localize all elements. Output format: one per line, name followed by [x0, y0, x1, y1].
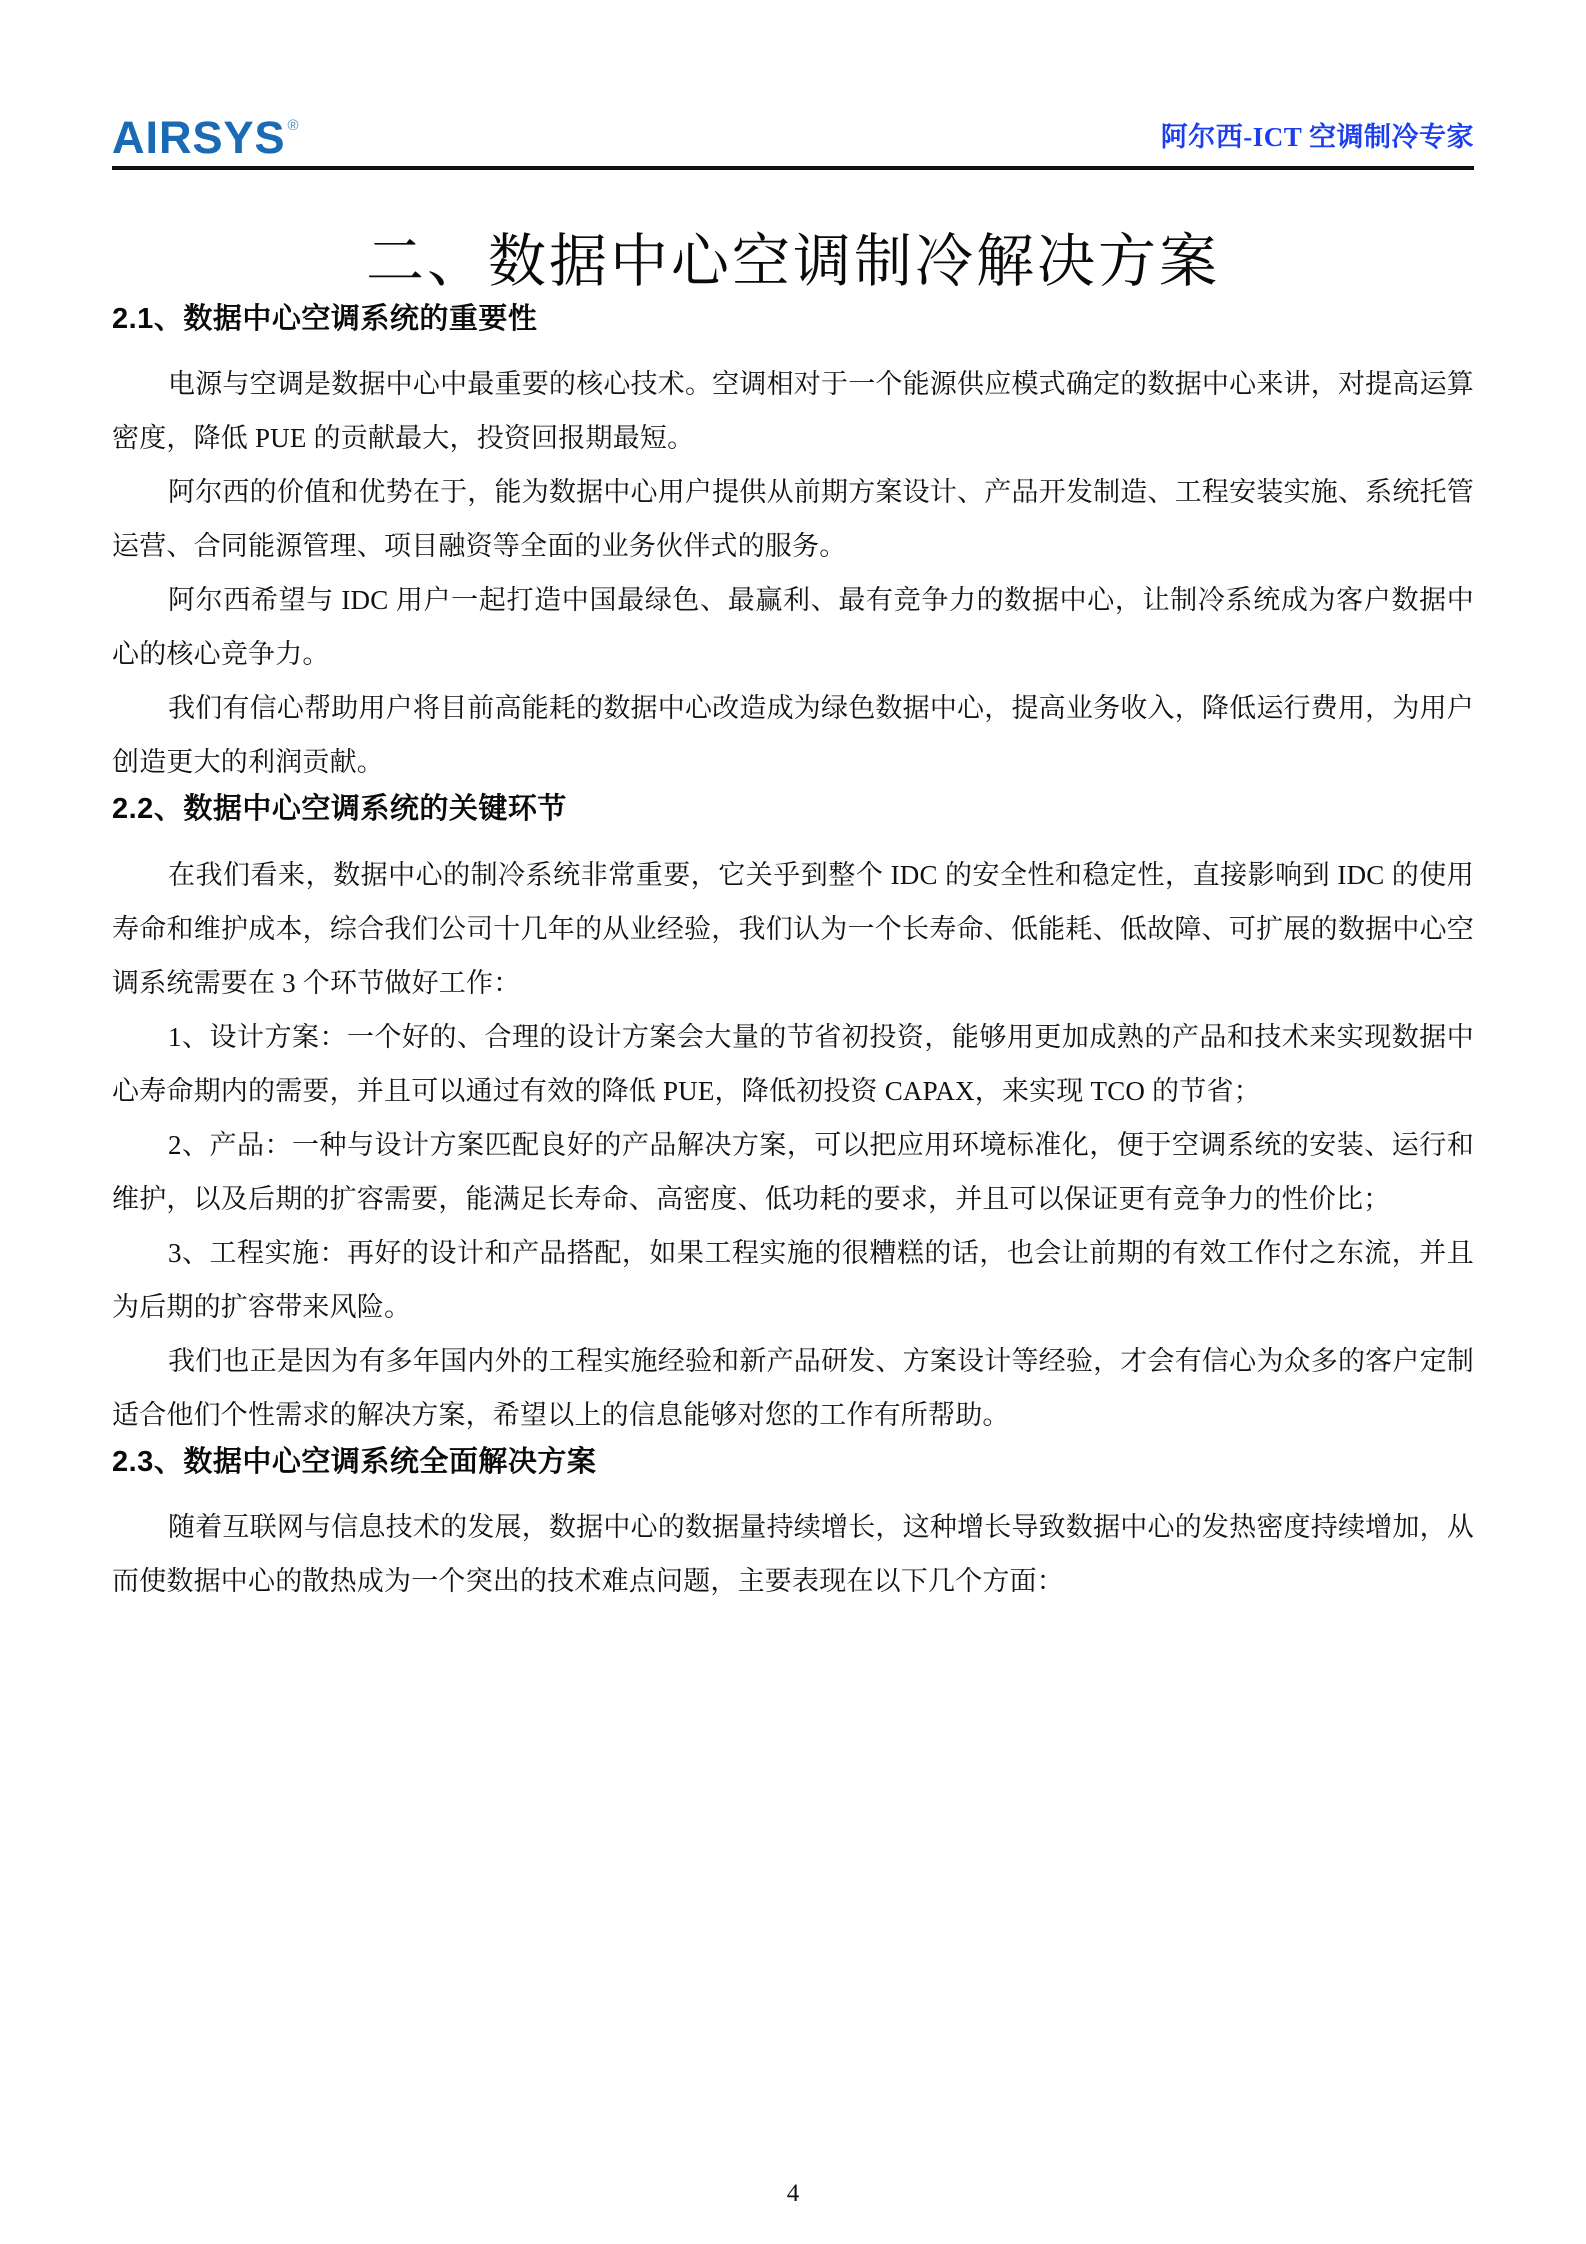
- document-content: [112, 196, 1474, 1608]
- paragraph: 3、工程实施：再好的设计和产品搭配，如果工程实施的很糟糕的话，也会让前期的有效工作付之东流，并且为后期的扩容带来风险。: [112, 1237, 1474, 1322]
- paragraph: 我们有信心帮助用户将目前高能耗的数据中心改造成为绿色数据中心，提高业务收入，降低运行费用，为用户创造更大的利润贡献。: [112, 693, 1474, 778]
- section-heading-2-2: 2.2、数据中心空调系统的关键环节: [112, 793, 567, 826]
- paragraph: 我们也正是因为有多年国内外的工程实施经验和新产品研发、方案设计等经验，才会有信心为众多的客户定制适合他们个性需求的解决方案，希望以上的信息能够对您的工作有所帮助。: [112, 1345, 1474, 1430]
- paragraph: 随着互联网与信息技术的发展，数据中心的数据量持续增长，这种增长导致数据中心的发热密度持续增加，从而使数据中心的散热成为一个突出的技术难点问题，主要表现在以下几个方面：: [112, 1512, 1474, 1597]
- section-heading-2-3: 2.3、数据中心空调系统全面解决方案: [112, 1445, 597, 1478]
- header-tagline: 阿尔西-ICT 空调制冷专家: [1160, 122, 1474, 152]
- paragraph: 电源与空调是数据中心中最重要的核心技术。空调相对于一个能源供应模式确定的数据中心来讲，对提高运算密度，降低 PUE 的贡献最大，投资回报期最短。: [112, 369, 1474, 454]
- section-heading-2-1: 2.1、数据中心空调系统的重要性: [112, 302, 538, 335]
- paragraph: 在我们看来，数据中心的制冷系统非常重要，它关乎到整个 IDC 的安全性和稳定性，直接影响到 IDC 的使用寿命和维护成本，综合我们公司十几年的从业经验，我们认为一个长寿命、低能耗、低故障、可扩展的数据中心空调系统需要在 3 个环节做好工作：: [112, 859, 1474, 998]
- airsys-logo: [112, 112, 299, 163]
- paragraph: 阿尔西希望与 IDC 用户一起打造中国最绿色、最赢利、最有竞争力的数据中心，让制冷系统成为客户数据中心的核心竞争力。: [112, 585, 1474, 670]
- page-header: [112, 78, 1474, 170]
- paragraph: 2、产品：一种与设计方案匹配良好的产品解决方案，可以把应用环境标准化，便于空调系统的安装、运行和维护，以及后期的扩容需要，能满足长寿命、高密度、低功耗的要求，并且可以保证更有竞争力的性价比；: [112, 1129, 1474, 1214]
- page-number: 4: [786, 2180, 800, 2207]
- registered-trademark-icon: ®: [287, 117, 299, 134]
- airsys-wordmark: AIRSYS: [112, 112, 286, 163]
- paragraph: 阿尔西的价值和优势在于，能为数据中心用户提供从前期方案设计、产品开发制造、工程安装实施、系统托管运营、合同能源管理、项目融资等全面的业务伙伴式的服务。: [112, 477, 1474, 562]
- paragraph: 1、设计方案：一个好的、合理的设计方案会大量的节省初投资，能够用更加成熟的产品和技术来实现数据中心寿命期内的需要，并且可以通过有效的降低 PUE，降低初投资 CAPAX，来实现 TCO 的节省；: [112, 1021, 1474, 1106]
- page-title: 二、数据中心空调制冷解决方案: [365, 229, 1220, 294]
